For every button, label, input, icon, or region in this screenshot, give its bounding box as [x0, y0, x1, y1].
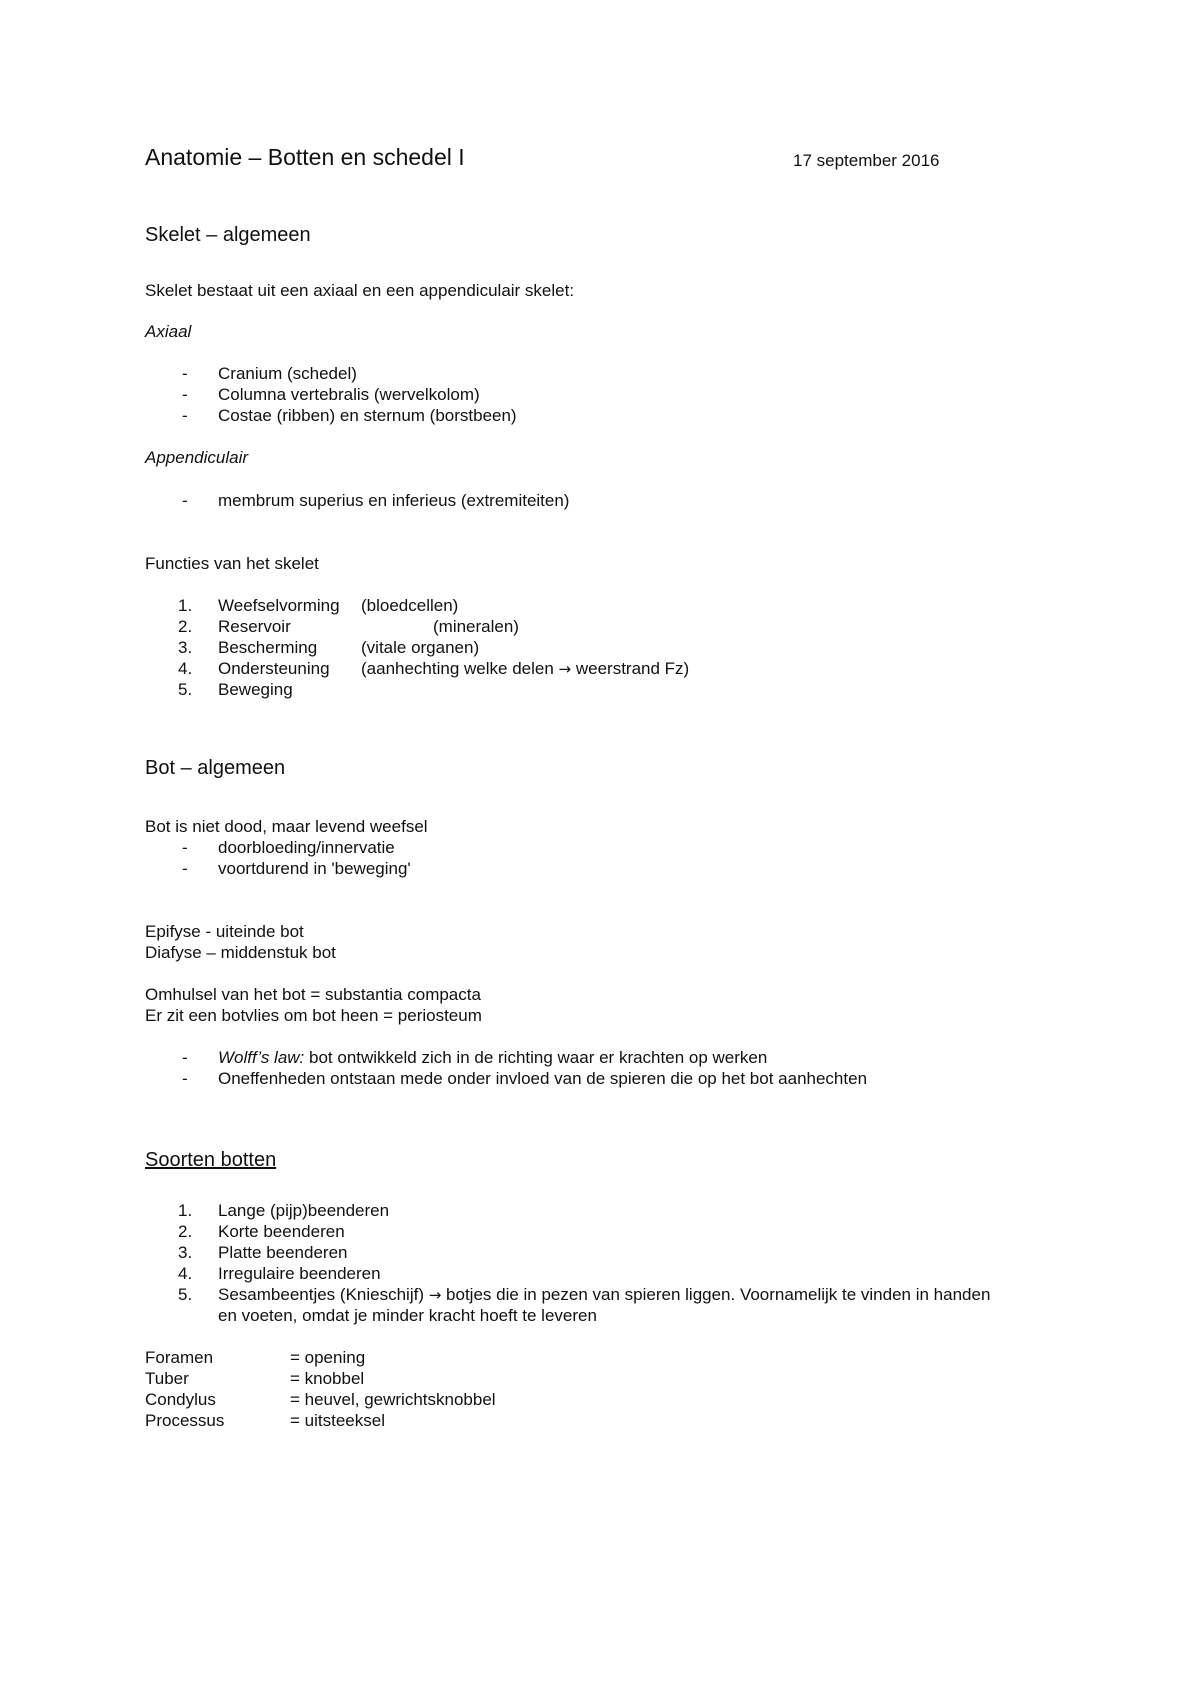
- term-label: Processus: [145, 1411, 225, 1430]
- axiaal-label: Axiaal: [145, 322, 192, 341]
- list-number: 1.: [178, 596, 193, 615]
- list-number: 4.: [178, 659, 193, 678]
- list-number: 3.: [178, 1243, 193, 1262]
- bullet-dash: -: [182, 406, 188, 425]
- list-item-text: Costae (ribben) en sternum (borstbeen): [218, 406, 517, 425]
- functie-term: Reservoir: [218, 617, 291, 636]
- list-number: 5.: [178, 1285, 193, 1304]
- term-label: Tuber: [145, 1369, 189, 1388]
- functies-heading: Functies van het skelet: [145, 554, 319, 573]
- list-number: 5.: [178, 680, 193, 699]
- skelet-intro: Skelet bestaat uit een axiaal en een appendiculair skelet:: [145, 281, 575, 300]
- term-definition: = knobbel: [290, 1369, 365, 1388]
- list-item-text: Korte beenderen: [218, 1222, 345, 1241]
- list-number: 2.: [178, 617, 193, 636]
- bullet-dash: -: [182, 859, 188, 878]
- list-item-continuation: en voeten, omdat je minder kracht hoeft te leveren: [218, 1306, 597, 1325]
- functie-detail: (vitale organen): [361, 638, 480, 657]
- list-number: 2.: [178, 1222, 193, 1241]
- wolffs-law-label: Wolff’s law:: [218, 1048, 305, 1067]
- section-heading-bot: Bot – algemeen: [145, 757, 286, 779]
- bullet-dash: -: [182, 491, 188, 510]
- section-heading-skelet: Skelet – algemeen: [145, 224, 311, 246]
- list-item-text: voortdurend in 'beweging': [218, 859, 411, 878]
- term-definition: = uitsteeksel: [290, 1411, 385, 1430]
- section-heading-soorten: Soorten botten: [145, 1149, 277, 1171]
- term-label: Foramen: [145, 1348, 214, 1367]
- list-item-text: doorbloeding/innervatie: [218, 838, 395, 857]
- functie-term: Ondersteuning: [218, 659, 330, 678]
- list-item-text: Platte beenderen: [218, 1243, 348, 1262]
- list-item-text: membrum superius en inferieus (extremiteiten): [218, 491, 570, 510]
- appendiculair-label: Appendiculair: [145, 448, 249, 467]
- term-label: Condylus: [145, 1390, 216, 1409]
- page-title: Anatomie – Botten en schedel I: [145, 144, 465, 170]
- arrow-right-icon: →: [428, 1286, 442, 1304]
- wolffs-law-text: bot ontwikkeld zich in de richting waar er krachten op werken: [309, 1048, 768, 1067]
- list-item-text: Irregulaire beenderen: [218, 1264, 381, 1283]
- arrow-right-icon: →: [558, 660, 572, 678]
- list-item-text: Cranium (schedel): [218, 364, 357, 383]
- list-item-text: Columna vertebralis (wervelkolom): [218, 385, 480, 404]
- term-definition: = heuvel, gewrichtsknobbel: [290, 1390, 496, 1409]
- list-number: 4.: [178, 1264, 193, 1283]
- bullet-dash: -: [182, 838, 188, 857]
- list-item-text: Lange (pijp)beenderen: [218, 1201, 390, 1220]
- bullet-dash: -: [182, 1048, 188, 1067]
- term-definition: = opening: [290, 1348, 366, 1367]
- epifyse-line: Epifyse - uiteinde bot: [145, 922, 304, 941]
- list-number: 1.: [178, 1201, 193, 1220]
- bullet-dash: -: [182, 385, 188, 404]
- diafyse-line: Diafyse – middenstuk bot: [145, 943, 336, 962]
- botvlies-line: Er zit een botvlies om bot heen = periosteum: [145, 1006, 482, 1025]
- functie-term: Weefselvorming: [218, 596, 340, 615]
- functie-detail: (mineralen): [433, 617, 519, 636]
- omhulsel-line: Omhulsel van het bot = substantia compacta: [145, 985, 481, 1004]
- bot-intro: Bot is niet dood, maar levend weefsel: [145, 817, 428, 836]
- functie-detail: (aanhechting welke delen → weerstrand Fz): [361, 659, 690, 678]
- functie-detail: (bloedcellen): [361, 596, 459, 615]
- bullet-dash: -: [182, 1069, 188, 1088]
- page-date: 17 september 2016: [793, 151, 940, 170]
- document-page: Anatomie – Botten en schedel I 17 september 2016 Skelet – algemeen Skelet bestaat uit een axiaal en een appendiculair skelet: Axiaal - Cranium (schedel) - Columna vertebralis (wervelkolom) - Costae (ribben) en sternum (borstbeen) Appendiculair - membrum superius en inferieus (extremiteiten) Functies van het skelet 1. Weefselvorming (bloedcellen) 2. Reservoir (mineralen) 3. Bescherming (vitale organen) 4. Ondersteuning (aanhechting welke delen → weerstrand Fz) 5. Beweging Bot – algemeen Bot is niet dood, maar levend weefsel - doorbloeding/innervatie - voortdurend in 'beweging' Epifyse - uiteinde bot Diafyse – middenstuk bot Omhulsel van het bot = substantia compacta Er zit een botvlies om bot heen = periosteum - Wolff’s law: bot ontwikkeld zich in de richting waar er krachten op werken - Oneffenheden ontstaan mede onder invloed van de spieren die op het bot aanhechten Soorten botten 1. Lange (pijp)beenderen 2. Korte beenderen 3. Platte beenderen 4. Irregulaire beenderen 5. Sesambeentjes (Knieschijf) → botjes die in pezen van spieren liggen. Voornamelijk te vinden in handen en voeten, omdat je minder kracht hoeft te leveren Foramen = opening Tuber = knobbel Condylus = heuvel, gewrichtsknobbel Processus = uitsteeksel: [145, 144, 991, 1430]
- functie-term: Beweging: [218, 680, 293, 699]
- list-item-text: Oneffenheden ontstaan mede onder invloed van de spieren die op het bot aanhechten: [218, 1069, 868, 1088]
- bullet-dash: -: [182, 364, 188, 383]
- functie-term: Bescherming: [218, 638, 318, 657]
- list-number: 3.: [178, 638, 193, 657]
